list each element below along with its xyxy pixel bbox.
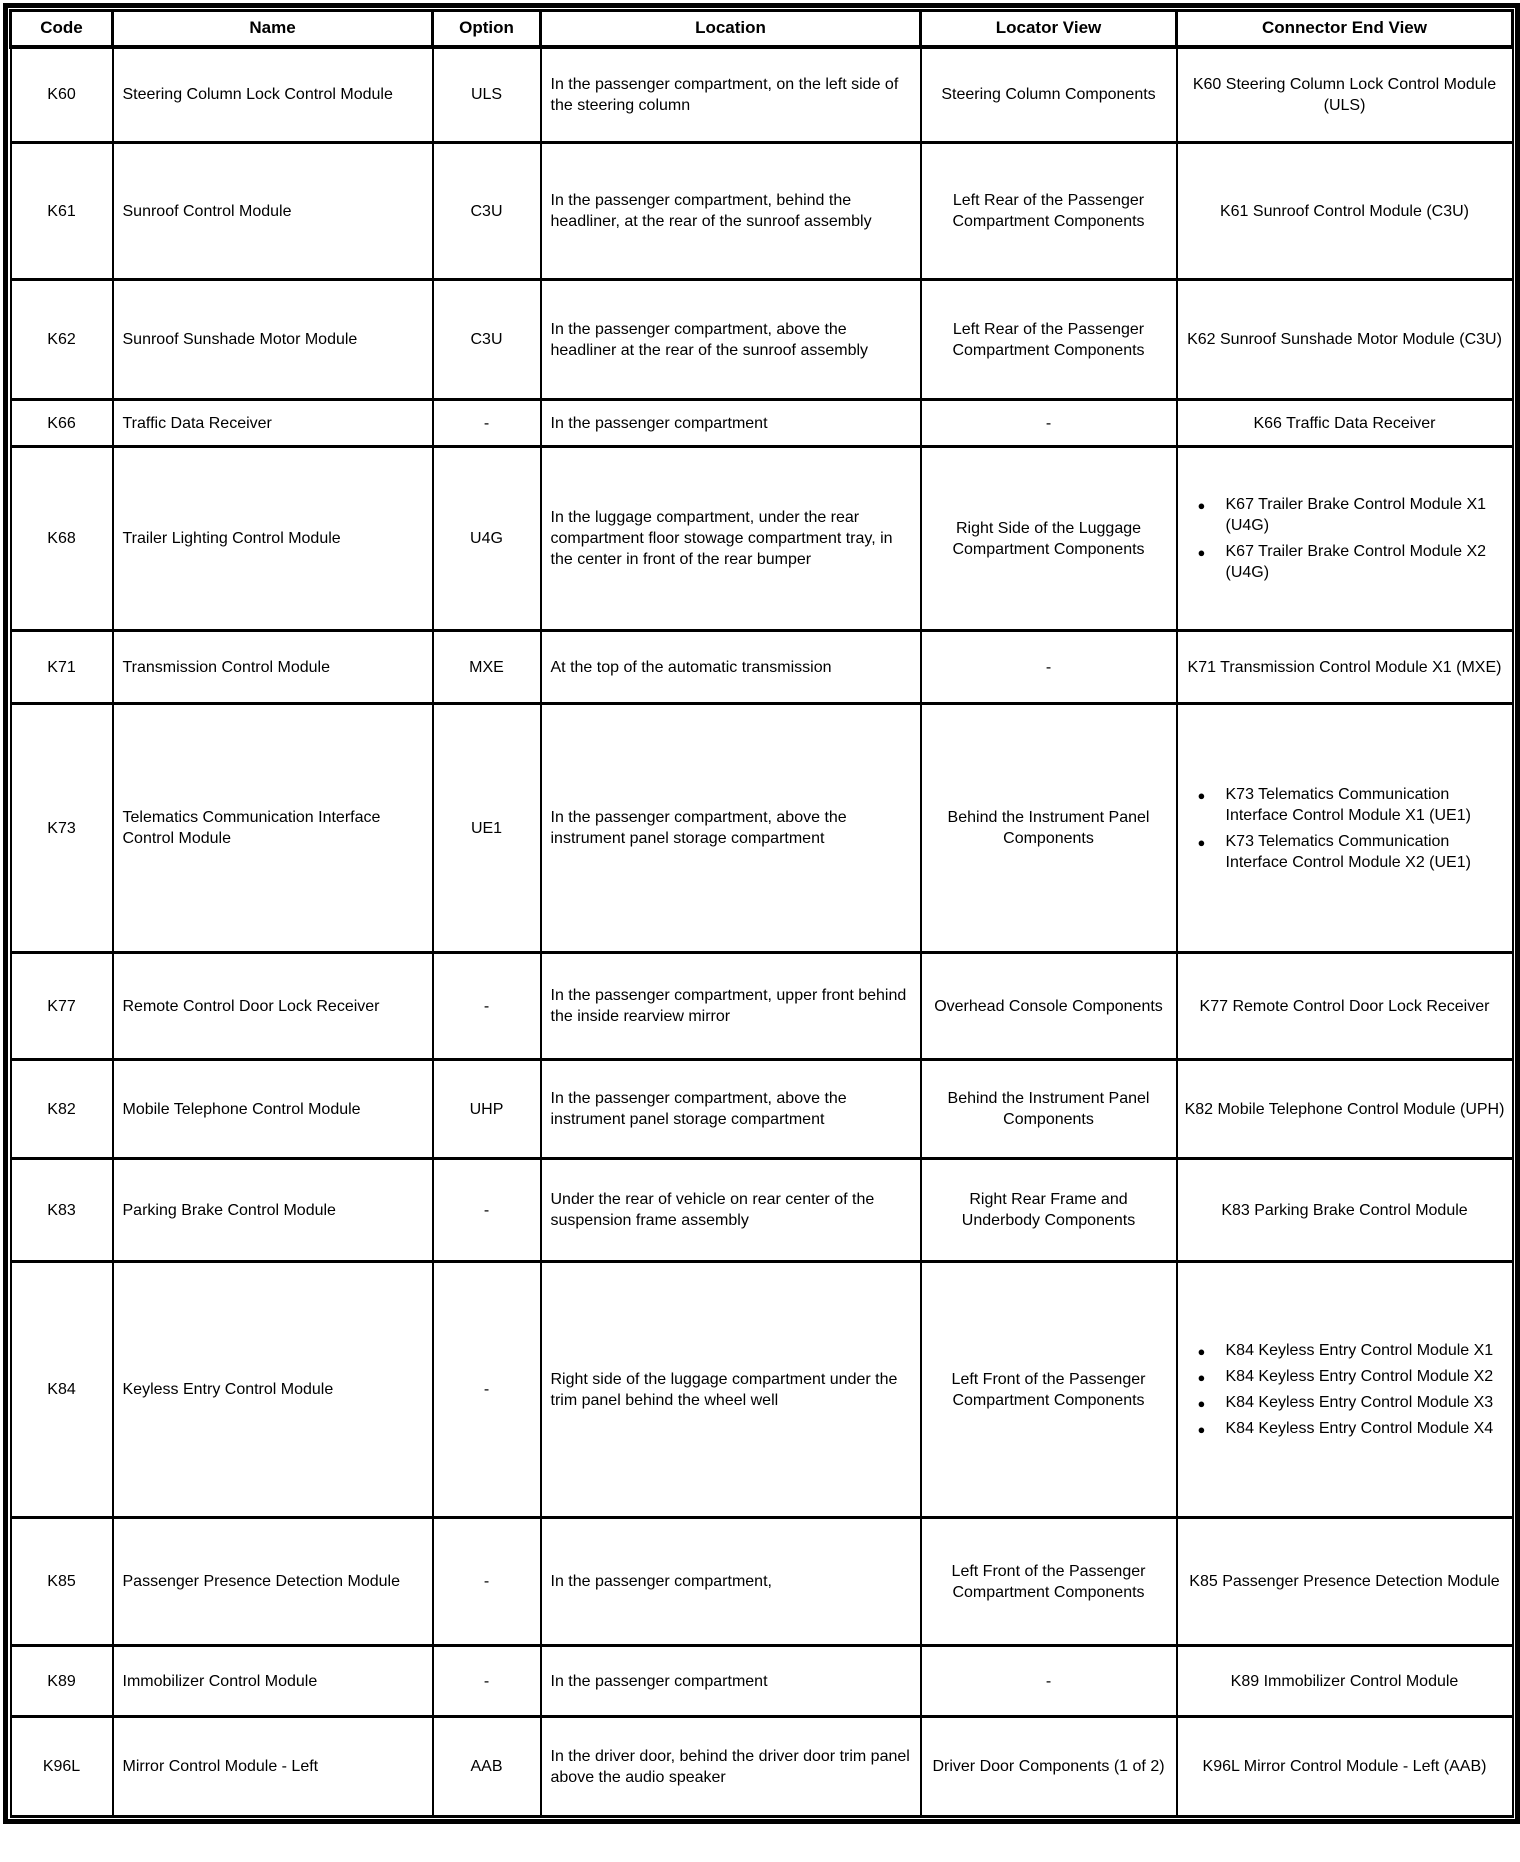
option-cell: UE1 [433, 704, 541, 953]
locator-view-cell: Left Front of the Passenger Compartment Components [921, 1262, 1177, 1518]
code-cell: K61 [11, 143, 113, 280]
option-cell: MXE [433, 631, 541, 704]
location-cell: At the top of the automatic transmission [541, 631, 921, 704]
location-cell: In the passenger compartment, above the instrument panel storage compartment [541, 704, 921, 953]
code-cell: K82 [11, 1060, 113, 1159]
table-row-k61 [11, 143, 1513, 280]
locator-view-cell: Behind the Instrument Panel Components [921, 704, 1177, 953]
table-row-k77 [11, 953, 1513, 1060]
locator-view-cell: - [921, 1646, 1177, 1717]
locator-view-cell: Left Rear of the Passenger Compartment Components [921, 143, 1177, 280]
table-body [11, 47, 1513, 1817]
locator-view-cell: Right Side of the Luggage Compartment Components [921, 447, 1177, 631]
locator-view-cell: Overhead Console Components [921, 953, 1177, 1060]
connector-list [1182, 784, 1508, 873]
connector-list [1182, 494, 1508, 583]
header-row [11, 11, 1513, 47]
table-row-k82 [11, 1060, 1513, 1159]
location-cell: In the passenger compartment, above the headliner at the rear of the sunroof assembly [541, 280, 921, 400]
connector-end-view-cell: K61 Sunroof Control Module (C3U) [1177, 143, 1513, 280]
option-cell: U4G [433, 447, 541, 631]
option-cell: - [433, 1262, 541, 1518]
name-cell: Mirror Control Module - Left [113, 1717, 433, 1817]
header-connector-end-view: Connector End View [1177, 11, 1513, 47]
locator-view-cell: Steering Column Components [921, 47, 1177, 143]
connector-list-item: ● K84 Keyless Entry Control Module X1 [1182, 1340, 1508, 1361]
option-cell: - [433, 1518, 541, 1646]
locator-view-cell: Left Front of the Passenger Compartment Components [921, 1518, 1177, 1646]
option-cell: - [433, 400, 541, 447]
option-cell: ULS [433, 47, 541, 143]
connector-end-view-cell: K83 Parking Brake Control Module [1177, 1159, 1513, 1262]
table-row-k62 [11, 280, 1513, 400]
option-cell: - [433, 1646, 541, 1717]
connector-end-view-cell: K62 Sunroof Sunshade Motor Module (C3U) [1177, 280, 1513, 400]
name-cell: Transmission Control Module [113, 631, 433, 704]
option-cell: - [433, 953, 541, 1060]
code-cell: K66 [11, 400, 113, 447]
header-locator-view: Locator View [921, 11, 1177, 47]
name-cell: Immobilizer Control Module [113, 1646, 433, 1717]
location-cell: In the passenger compartment, behind the headliner, at the rear of the sunroof assembly [541, 143, 921, 280]
code-cell: K84 [11, 1262, 113, 1518]
table-header [11, 11, 1513, 47]
location-cell: Right side of the luggage compartment under the trim panel behind the wheel well [541, 1262, 921, 1518]
connector-end-view-cell: K82 Mobile Telephone Control Module (UPH) [1177, 1060, 1513, 1159]
name-cell: Sunroof Control Module [113, 143, 433, 280]
location-cell: In the passenger compartment [541, 1646, 921, 1717]
connector-list-item: ● K84 Keyless Entry Control Module X4 [1182, 1418, 1508, 1439]
connector-list-item: ● K73 Telematics Communication Interface Control Module X1 (UE1) [1182, 784, 1508, 826]
locator-view-cell: Right Rear Frame and Underbody Components [921, 1159, 1177, 1262]
connector-end-view-cell [1177, 704, 1513, 953]
locator-view-cell: Left Rear of the Passenger Compartment Components [921, 280, 1177, 400]
table-row-k89 [11, 1646, 1513, 1717]
name-cell: Passenger Presence Detection Module [113, 1518, 433, 1646]
location-cell: In the passenger compartment, above the instrument panel storage compartment [541, 1060, 921, 1159]
location-cell: In the passenger compartment, upper front behind the inside rearview mirror [541, 953, 921, 1060]
module-location-table [9, 9, 1514, 1818]
header-option: Option [433, 11, 541, 47]
location-cell: In the driver door, behind the driver door trim panel above the audio speaker [541, 1717, 921, 1817]
name-cell: Mobile Telephone Control Module [113, 1060, 433, 1159]
table-row-k73 [11, 704, 1513, 953]
locator-view-cell: Driver Door Components (1 of 2) [921, 1717, 1177, 1817]
location-cell: In the passenger compartment, [541, 1518, 921, 1646]
table-row-k85 [11, 1518, 1513, 1646]
option-cell: C3U [433, 143, 541, 280]
option-cell: C3U [433, 280, 541, 400]
name-cell: Trailer Lighting Control Module [113, 447, 433, 631]
header-name: Name [113, 11, 433, 47]
connector-end-view-cell: K71 Transmission Control Module X1 (MXE) [1177, 631, 1513, 704]
location-cell: In the passenger compartment [541, 400, 921, 447]
connector-list-item: ● K73 Telematics Communication Interface Control Module X2 (UE1) [1182, 831, 1508, 873]
code-cell: K89 [11, 1646, 113, 1717]
locator-view-cell: Behind the Instrument Panel Components [921, 1060, 1177, 1159]
name-cell: Sunroof Sunshade Motor Module [113, 280, 433, 400]
code-cell: K73 [11, 704, 113, 953]
code-cell: K62 [11, 280, 113, 400]
name-cell: Remote Control Door Lock Receiver [113, 953, 433, 1060]
connector-end-view-cell: K77 Remote Control Door Lock Receiver [1177, 953, 1513, 1060]
connector-end-view-cell [1177, 1262, 1513, 1518]
option-cell: UHP [433, 1060, 541, 1159]
code-cell: K83 [11, 1159, 113, 1262]
connector-list-item: ● K84 Keyless Entry Control Module X2 [1182, 1366, 1508, 1387]
name-cell: Traffic Data Receiver [113, 400, 433, 447]
name-cell: Parking Brake Control Module [113, 1159, 433, 1262]
name-cell: Steering Column Lock Control Module [113, 47, 433, 143]
connector-list-item: ● K67 Trailer Brake Control Module X1 (U4G) [1182, 494, 1508, 536]
code-cell: K96L [11, 1717, 113, 1817]
code-cell: K85 [11, 1518, 113, 1646]
table-row-k83 [11, 1159, 1513, 1262]
connector-list-item: ● K67 Trailer Brake Control Module X2 (U4G) [1182, 541, 1508, 583]
connector-end-view-cell: K89 Immobilizer Control Module [1177, 1646, 1513, 1717]
name-cell: Keyless Entry Control Module [113, 1262, 433, 1518]
connector-list [1182, 1340, 1508, 1439]
code-cell: K68 [11, 447, 113, 631]
code-cell: K60 [11, 47, 113, 143]
location-cell: In the passenger compartment, on the left side of the steering column [541, 47, 921, 143]
table-row-k96l [11, 1717, 1513, 1817]
connector-end-view-cell: K60 Steering Column Lock Control Module (ULS) [1177, 47, 1513, 143]
header-code: Code [11, 11, 113, 47]
option-cell: - [433, 1159, 541, 1262]
locator-view-cell: - [921, 631, 1177, 704]
header-location: Location [541, 11, 921, 47]
table-row-k66 [11, 400, 1513, 447]
code-cell: K71 [11, 631, 113, 704]
connector-end-view-cell: K66 Traffic Data Receiver [1177, 400, 1513, 447]
location-cell: In the luggage compartment, under the rear compartment floor stowage compartment tray, in the center in front of the rear bumper [541, 447, 921, 631]
connector-list-item: ● K84 Keyless Entry Control Module X3 [1182, 1392, 1508, 1413]
table-row-k60 [11, 47, 1513, 143]
table-row-k68 [11, 447, 1513, 631]
connector-end-view-cell [1177, 447, 1513, 631]
code-cell: K77 [11, 953, 113, 1060]
connector-end-view-cell: K96L Mirror Control Module - Left (AAB) [1177, 1717, 1513, 1817]
table-row-k84 [11, 1262, 1513, 1518]
option-cell: AAB [433, 1717, 541, 1817]
name-cell: Telematics Communication Interface Control Module [113, 704, 433, 953]
connector-end-view-cell: K85 Passenger Presence Detection Module [1177, 1518, 1513, 1646]
locator-view-cell: - [921, 400, 1177, 447]
table-row-k71 [11, 631, 1513, 704]
location-cell: Under the rear of vehicle on rear center of the suspension frame assembly [541, 1159, 921, 1262]
